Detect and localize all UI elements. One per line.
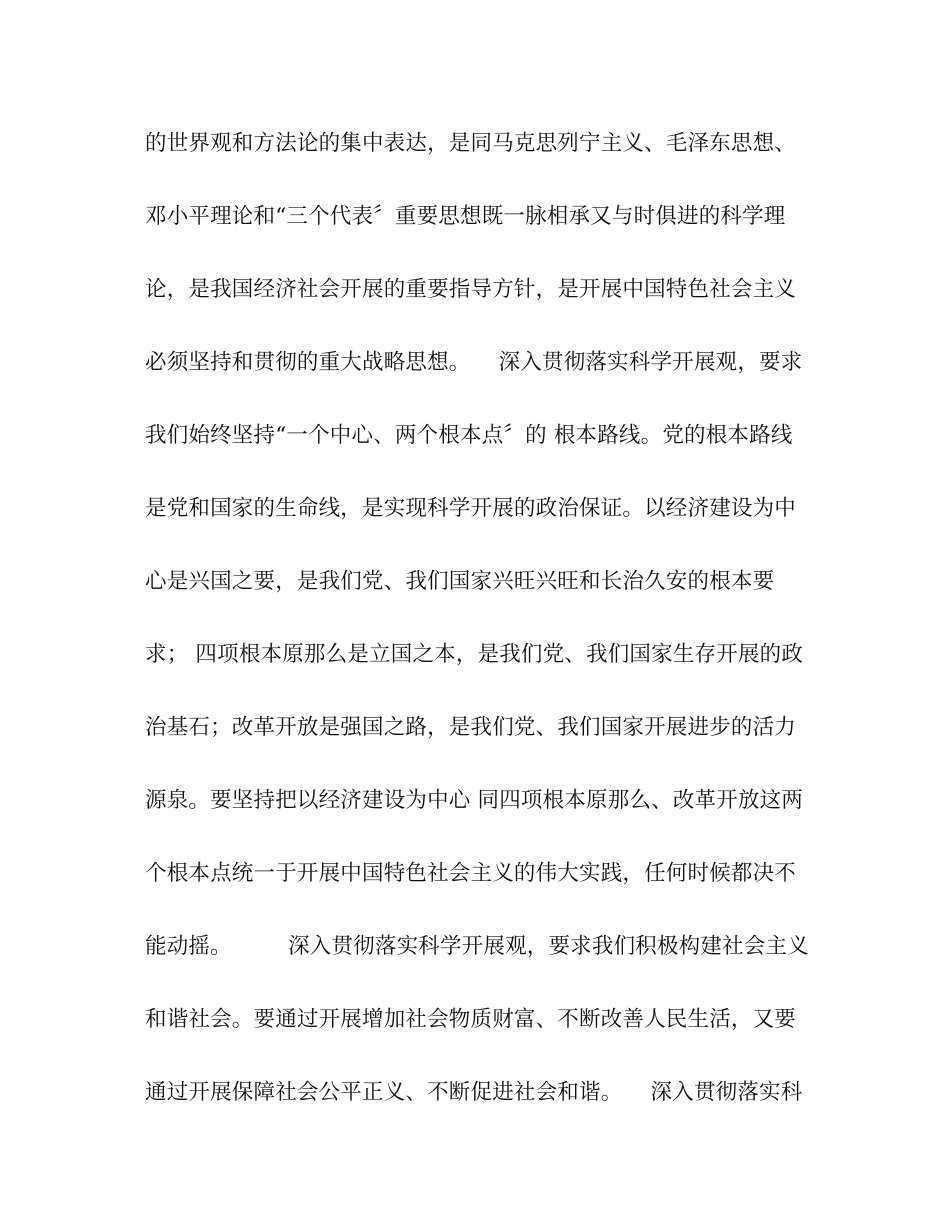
text-line-10: 源泉。要坚持把以经济建设为中心 同四项根本原那么、改革开放这两	[145, 788, 804, 813]
text-line-2: 邓小平理论和“三个代表〞重要思想既一脉相承又与时俱进的科学理	[145, 204, 786, 229]
text-line-12: 能动摇。 深入贯彻落实科学开展观，要求我们积极构建社会主义	[145, 934, 809, 959]
text-line-6: 是党和国家的生命线，是实现科学开展的政治保证。以经济建设为中	[145, 496, 797, 521]
body-text	[145, 124, 825, 1146]
text-line-8: 求； 四项根本原那么是立国之本，是我们党、我们国家生存开展的政	[145, 642, 804, 667]
text-line-1: 的世界观和方法论的集中表达，是同马克思列宁主义、毛泽东思想、	[145, 131, 797, 156]
text-line-13: 和谐社会。要通过开展增加社会物质财富、不断改善人民生活，又要	[145, 1007, 797, 1032]
text-line-5: 我们始终坚持“一个中心、两个根本点〞的 根本路线。党的根本路线	[145, 423, 793, 448]
text-line-11: 个根本点统一于开展中国特色社会主义的伟大实践，任何时候都决不	[145, 861, 797, 886]
text-line-9: 治基石；改革开放是强国之路，是我们党、我们国家开展进步的活力	[145, 715, 797, 740]
text-line-4: 必须坚持和贯彻的重大战略思想。 深入贯彻落实科学开展观，要求	[145, 350, 803, 375]
text-line-7: 心是兴国之要，是我们党、我们国家兴旺兴旺和长治久安的根本要	[145, 569, 775, 594]
text-line-3: 论，是我国经济社会开展的重要指导方针，是开展中国特色社会主义	[145, 277, 797, 302]
text-line-14: 通过开展保障社会公平正义、不断促进社会和谐。 深入贯彻落实科	[145, 1080, 803, 1105]
